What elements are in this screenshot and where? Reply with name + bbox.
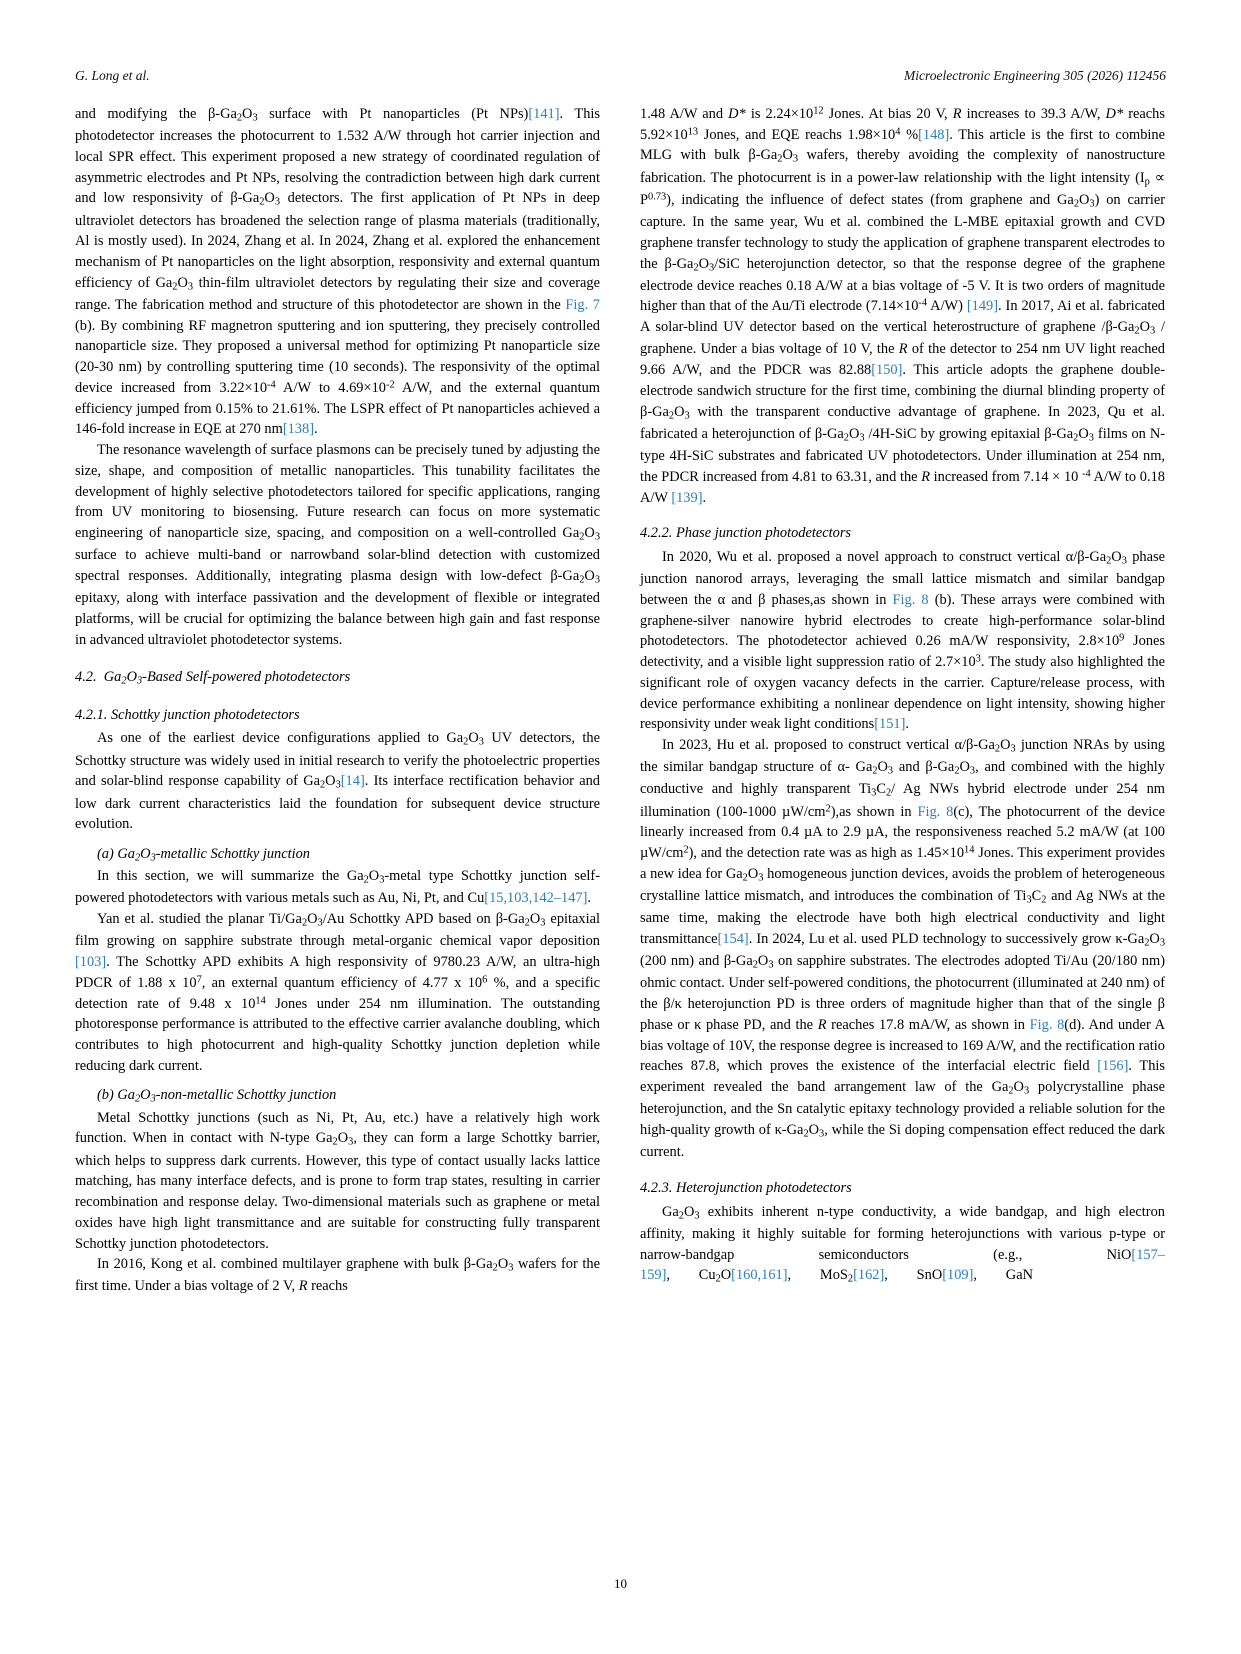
page-number: 10 (614, 1576, 627, 1591)
paragraph-resonance-wavelength: The resonance wavelength of surface plasmons can be precisely tuned by adjusting the size, shape, and composition of metallic nanoparticles. This tunability facilitates the development of highly selective photodetectors tailored for specific applications, ranging from UV monitoring to biosensing. Future research can focus on more systematic engineering of nanoparticle size, spacing, and composition on a well-controlled $Ga_2O_3$ surface to achieve multi-band or narrowband solar-blind detection with customized spectral responses. Additionally, integrating plasma design with low-defect $\beta-Ga_2O_3$ epitaxy, along with interface passivation and the development of flexible or integrated platforms, will be crucial for optimizing the balance between high gain and fast response in advanced ultraviolet photodetector systems. (75, 442, 600, 648)
citation-150[interactable]: [150] (871, 362, 903, 379)
citation-151[interactable]: [151] (874, 716, 906, 733)
paragraph-nonmetallic-schottky: Metal Schottky junctions (such as Ni, Pt, Au, etc.) have a relatively high work function. When in contact with N-type $Ga_2O_3$, they can form a large Schottky barrier, which helps to suppress dark currents. However, this type of contact usually lacks lattice matching, has many interface defects, and is prone to form trap states, resulting in carrier recombination and response delay. Two-dimensional materials such as graphene or metal oxides have high light transmittance and are suitable for constructing fully transparent Schottky junction photodetectors. (75, 1109, 600, 1252)
paragraph-heterojunction-intro: $Ga_2O_3$ exhibits inherent n-type conductivity, a wide bandgap, and high electron affinity, making it highly suitable for forming heterojunctions with various p-type or narrow-bandgap semiconductors (e.g., NiO[157–159], $Cu_2O[160,161]$, MoS$_2$[162], SnO[109], GaN (640, 1203, 1165, 1285)
figure-link-fig7[interactable]: Fig. 7 (565, 297, 601, 314)
two-column-body (75, 104, 1166, 1297)
citation-14[interactable]: [14] (340, 773, 365, 790)
citation-149[interactable]: [149] (966, 298, 999, 315)
section-heading-4-2-1: 4.2.1. Schottky junction photodetectors (75, 706, 300, 723)
figure-link-fig8-d[interactable]: Fig. 8 (1029, 1016, 1065, 1033)
citation-103[interactable]: [103] (75, 954, 107, 971)
citation-160-161[interactable]: [160,161] (731, 1267, 788, 1284)
subsection-heading-a: (a) $Ga_2O_3$-metallic Schottky junction (97, 845, 310, 864)
left-column (75, 104, 600, 1297)
citation-148[interactable]: [148] (918, 126, 950, 143)
citation-157-159[interactable]: [157–159] (640, 1246, 1165, 1284)
citation-109[interactable]: [109] (942, 1267, 974, 1284)
paragraph-yan-apd: Yan et al. studied the planar $Ti/Ga_2O_3/Au$ Schottky APD based on $\beta-Ga_2O_3$ epitaxial film growing on sapphire substrate through metal-organic chemical vapor deposition [103]. The Schottky APD exhibits A high responsivity of 9780.23 A/W, an ultra-high PDCR of 1.88 x $10^7$, an external quantum efficiency of 4.77 x $10^6$ %, and a specific detection rate of 9.48 x $10^{14}$ Jones under 254 nm illumination. The outstanding photoresponse performance is attributed to the effective carrier avalanche doubling, which contributes to high photocurrent and high-quality Schottky junction depletion while reducing dark current. (75, 911, 601, 1074)
citation-141[interactable]: [141] (528, 106, 560, 122)
section-heading-4-2-2: 4.2.2. Phase junction photodetectors (640, 525, 852, 542)
paragraph-wu-2020: In 2020, Wu et al. proposed a novel approach to construct vertical $\alpha/\beta-Ga_2O_3$ phase junction nanorod arrays, leveraging the small lattice mismatch and similar bandgap between the α and β phases,as shown in Fig. 8 (b). These arrays were combined with graphene-silver nanowire hybrid electrodes to create high-performance solar-blind photodetectors. The photodetector achieved 0.26 mA/W responsivity, $2.8\times 10^9$ Jones detectivity, and a visible light suppression ratio of $2.7\times 10^3$. The study also highlighted the significant role of oxygen vacancy defects in the carrier. Capture/release process, with device performance exhibiting a nonlinear dependence on light intensity, showing higher responsivity under weak light conditions[151]. (640, 548, 1166, 733)
citation-15-103-142-147[interactable]: [15,103,142–147] (484, 890, 588, 907)
section-heading-4-2-3: 4.2.3. Heterojunction photodetectors (640, 1179, 852, 1196)
citation-139[interactable]: [139] (671, 489, 703, 506)
paragraph-metallic-schottky: In this section, we will summarize the $Ga_2O_3$-metal type Schottky junction self-powered photodetectors with various metals such as Au, Ni, Pt, and Cu[15,103,142–147]. (75, 868, 600, 907)
subsection-heading-b: (b) $Ga_2O_3-non$-metallic Schottky junction (97, 1087, 337, 1105)
figure-link-fig8-b[interactable]: Fig. 8 (892, 591, 929, 608)
citation-154[interactable]: [154] (717, 931, 749, 947)
running-header (75, 68, 1166, 84)
paragraph-kong-2016: In 2016, Kong et al. combined multilayer graphene with bulk $\beta-Ga_2O_3$ wafers for the first time. Under a bias voltage of 2 V, R reachs (75, 1256, 600, 1295)
section-heading-4-2: 4.2. $Ga_2O_3$-Based Self-powered photodetectors (75, 669, 351, 687)
paragraph-schottky-intro: As one of the earliest device configurations applied to $Ga_2O_3$ UV detectors, the Schottky structure was widely used in initial research to verify the photoelectric properties and solar-blind response capability of $Ga_2O_3[14]$. Its interface rectification behavior and low dark current characteristics laid the foundation for subsequent device structure evolution. (75, 730, 600, 833)
paragraph-graphene-continuation: 1.48 A/W and D* is $2.24\times 10^{12}$ Jones. At bias 20 V, R increases to 39.3 A/W, D* reachs $5.92\times 10^{13}$ Jones, and EQE reachs $1.98\times 10^4$ %[148]. This article is the first to combine MLG with bulk $\beta-Ga_2O_3$ wafers, thereby avoiding the complexity of nanostructure fabrication. The photocurrent is in a power-law relationship with the light intensity $(I_p \propto P^{0.73})$, indicating the influence of defect states (from graphene and $Ga_2O_3$) on carrier capture. In the same year, Wu et al. combined the L-MBE epitaxial growth and CVD graphene transfer technology to study the application of graphene transparent electrodes to the $\beta-Ga_2O_3$/SiC heterojunction detector, so that the response degree of the graphene electrode device reaches 0.18 A/W at a bias voltage of -5 V. It is two orders of magnitude higher than that of the Au/Ti electrode ($7.14\times 10^{-4}$ A/W) [149]. In 2017, Ai et al. fabricated A solar-blind UV detector based on the vertical heterostructure of graphene $/\beta-Ga_2O_3$ / graphene. Under a bias voltage of 10 V, the R of the detector to 254 nm UV light reached 9.66 A/W, and the PDCR was 82.88[150]. This article adopts the graphene double-electrode sandwich structure for the first time, combining the diurnal blinding property of $\beta-Ga_2O_3$ with the transparent conductive advantage of graphene. In 2023, Qu et al. fabricated a heterojunction of $\beta-Ga_2O_3$ /4H-SiC by growing epitaxial $\beta-Ga_2O_3$ films on N-type 4H-SiC substrates and fabricated UV photodetectors. Under illumination at 254 nm, the PDCR increased from 4.81 to 63.31, and the R increased from 7.14 × 10 $^{-4}$ A/W to 0.18 A/W [139]. (640, 105, 1166, 506)
right-column (640, 104, 1165, 1297)
citation-156[interactable]: [156] (1097, 1058, 1129, 1075)
citation-162[interactable]: [162] (853, 1267, 885, 1284)
paragraph-continuation: and modifying the $\beta-Ga_2O_3$ surface with Pt nanoparticles (Pt NPs)[141]. This photodetector increases the photocurrent to 1.532 A/W through hot carrier injection and local SPR effect. This experiment proposed a new strategy of coordinated regulation of asymmetric electrodes and Pt NPs, resolving the contradiction between high dark current and low responsivity of $\beta-Ga_2O_3$ detectors. The first application of Pt NPs in deep ultraviolet detectors has broadened the selection range of plasma materials (traditionally, Al is mostly used). In 2024, Zhang et al. In 2024, Zhang et al. explored the enhancement mechanism of Pt nanoparticles on the light absorption, responsivity and external quantum efficiency of $Ga_2O_3$ thin-film ultraviolet detectors by regulating their size and coverage range. The fabrication method and structure of this photodetector are shown in the Fig. 7 (b). By combining RF magnetron sputtering and ion sputtering, they precisely controlled nanoparticle size. They proposed a universal method for optimizing Pt nanoparticle size (20-30 nm) by controlling sputtering time (10 seconds). The responsivity of the optimal device increased from $3.22\times 10^{-4}$ A/W to $4.69\times 10^{-2}$ A/W, and the external quantum efficiency jumped from 0.15% to 21.61%. The LSPR effect of Pt nanoparticles achieved a 146-fold increase in EQE at 270 nm[138]. (75, 106, 601, 438)
header-journal-reference: Microelectronic Engineering 305 (2026) 112456 (904, 68, 1166, 83)
citation-138[interactable]: [138] (282, 421, 314, 438)
figure-link-fig8-c[interactable]: Fig. 8 (917, 803, 954, 820)
header-authors: G. Long et al. (75, 68, 150, 83)
paragraph-hu-2023: In 2023, Hu et al. proposed to construct vertical $\alpha/\beta-Ga_2O_3$ junction NRAs by using the similar bandgap structure of α- $Ga_2O_3$ and $\beta-Ga_2O_3$, and combined with the highly conductive and highly transparent $Ti_3C_2/$ Ag NWs hybrid electrode under 254 nm illumination (100-1000 $\mu W/cm^2),as$ shown in Fig. 8(c), The photocurrent of the device linearly increased from 0.4 µA to 2.9 µA, the responsiveness reached 5.2 mA/W (at 100 $\mu W/cm^2$), and the detection rate was as high as $1.45\times 10^{14}$ Jones. This experiment provides a new idea for $Ga_2O_3$ homogeneous junction devices, avoids the problem of heterogeneous crystalline lattice mismatch, and introduces the combination of $Ti_3C_2$ and Ag NWs at the same time, making the electrode have both high electrical conductivity and light transmittance[154]. In 2024, Lu et al. used PLD technology to successively grow $\kappa-Ga_2O_3$ (200 nm) and $\beta-Ga_2O_3$ on sapphire substrates. The electrodes adopted Ti/Au (20/180 nm) ohmic contact. Under self-powered conditions, the photocurrent (illuminated at 240 nm) of the β/κ heterojunction PD is three orders of magnitude higher than that of the single β phase or κ phase PD, and the R reaches 17.8 mA/W, as shown in Fig. 8(d). And under A bias voltage of 10V, the response degree is increased to 169 A/W, and the rectification ratio reaches 87.8, which proves the existence of the interfacial electric field [156]. This experiment revealed the band arrangement law of the $Ga_2O_3$ polycrystalline phase heterojunction, and the Sn catalytic epitaxy technology provided a reliable solution for the high-quality growth of $\kappa-Ga_2O_3$, while the Si doping compensation effect reduced the dark current. (640, 737, 1166, 1161)
